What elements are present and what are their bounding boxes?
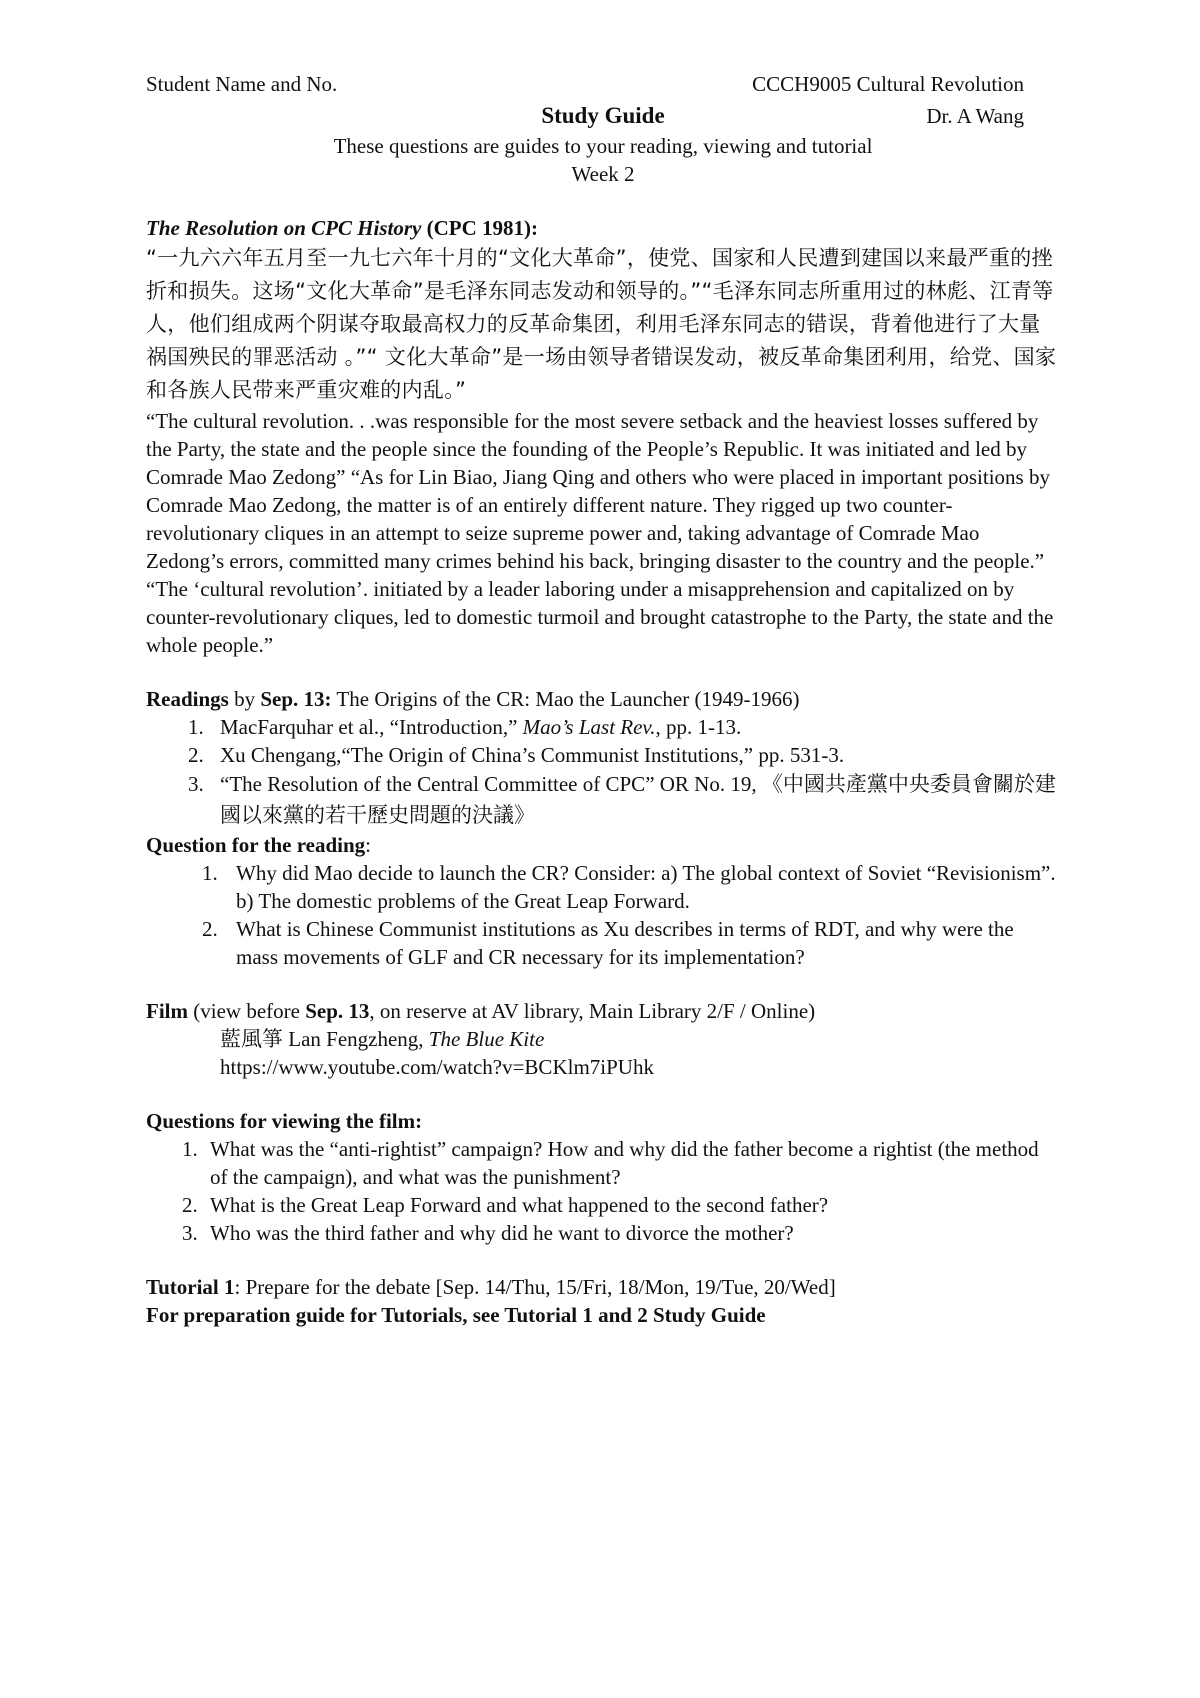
instructor-name: Dr. A Wang — [926, 104, 1024, 128]
reading-book-title: Mao’s Last Rev. — [522, 715, 656, 739]
course-code: CCCH9005 Cultural Revolution — [752, 72, 1024, 96]
film-questions-heading: Questions for viewing the film: — [146, 1109, 423, 1133]
subtitle: These questions are guides to your reading, viewing and tutorial — [333, 134, 873, 158]
colon: : — [365, 833, 371, 857]
reading-questions-list — [146, 859, 1060, 971]
week-label: Week 2 — [571, 162, 635, 186]
item-number: 2. — [182, 1193, 198, 1217]
item-number: 1. — [202, 861, 218, 885]
readings-date: Sep. 13: — [260, 687, 332, 711]
resolution-title: The Resolution on CPC History — [146, 216, 422, 240]
list-item — [146, 1135, 1060, 1191]
tutorial-line — [146, 1273, 1060, 1301]
page-title: Study Guide — [541, 103, 665, 128]
item-number: 3. — [188, 772, 204, 796]
student-name-label: Student Name and No. — [146, 72, 338, 96]
reading-chinese-title: 《中國共產黨中央委員會關於建國以來黨的若干歷史問題的決議》 — [220, 772, 1056, 827]
item-number: 2. — [188, 743, 204, 767]
question-text: What is the Great Leap Forward and what happened to the second father? — [210, 1193, 829, 1217]
film-label: Film — [146, 999, 188, 1023]
film-english-title: The Blue Kite — [428, 1027, 545, 1051]
item-number: 1. — [188, 715, 204, 739]
list-item — [146, 915, 1060, 971]
tutorial-text: : Prepare for the debate [Sep. 14/Thu, 15/Fri, 18/Mon, 19/Tue, 20/Wed] — [234, 1275, 836, 1299]
resolution-year: (CPC 1981): — [421, 216, 539, 240]
film-note-post: , on reserve at AV library, Main Library 2/F / Online) — [369, 999, 816, 1023]
film-date: Sep. 13 — [305, 999, 370, 1023]
readings-by: by — [228, 687, 261, 711]
film-chinese-title: 藍風箏 — [220, 1027, 283, 1051]
readings-label: Readings — [146, 687, 229, 711]
list-item — [146, 741, 1060, 769]
question-text: Who was the third father and why did he want to divorce the mother? — [210, 1221, 794, 1245]
item-number: 2. — [202, 917, 218, 941]
item-number: 1. — [182, 1137, 198, 1161]
list-item — [146, 713, 1060, 741]
readings-list — [146, 713, 1060, 831]
list-item — [146, 1219, 1060, 1247]
tutorial-label: Tutorial 1 — [146, 1275, 235, 1299]
resolution-heading — [146, 214, 1060, 242]
list-item — [146, 769, 1060, 831]
study-guide — [146, 70, 1060, 1329]
list-item — [146, 859, 1060, 915]
list-item — [146, 1191, 1060, 1219]
film-romanized-title: Lan Fengzheng, — [283, 1027, 429, 1051]
reading-text: MacFarquhar et al., “Introduction,” — [220, 715, 523, 739]
film-title-line — [146, 1025, 1060, 1053]
reading-questions-heading — [146, 831, 1060, 859]
film-url[interactable]: https://www.youtube.com/watch?v=BCKlm7iPUhk — [220, 1055, 654, 1079]
reading-text: Xu Chengang,“The Origin of China’s Communist Institutions,” pp. 531-3. — [220, 743, 845, 767]
header-row — [146, 70, 1060, 100]
reading-pages: , pp. 1-13. — [655, 715, 742, 739]
readings-topic: The Origins of the CR: Mao the Launcher (1949-1966) — [331, 687, 800, 711]
reading-text: “The Resolution of the Central Committee of CPC” OR No. 19, — [220, 772, 762, 796]
question-text: What is Chinese Communist institutions as Xu describes in terms of RDT, and why were the mass movements of GLF and CR necessary for its implementation? — [236, 917, 1014, 969]
question-text: What was the “anti-rightist” campaign? How and why did the father become a rightist (the method of the campaign), and what was the punishment? — [210, 1137, 1039, 1189]
readings-heading — [146, 685, 1060, 713]
film-questions-list — [146, 1135, 1060, 1247]
film-heading — [146, 997, 1060, 1025]
title-row — [146, 100, 1060, 132]
resolution-chinese-quote: “一九六六年五月至一九七六年十月的“文化大革命”，使党、国家和人民遭到建国以来最严重的挫折和损失。这场“文化大革命”是毛泽东同志发动和领导的。”“毛泽东同志所重用过的林彪、江青等人，他们组成两个阴谋夺取最高权力的反革命集团，利用毛泽东同志的错误，背着他进行了大量祸国殃民的罪恶活动 。”“ 文化大革命”是一场由领导者错误发动，被反革命集团利用，给党、国家和各族人民带来严重灾难的内乱。” — [146, 246, 1057, 402]
film-note-pre: (view before — [188, 999, 306, 1023]
item-number: 3. — [182, 1221, 198, 1245]
question-text: Why did Mao decide to launch the CR? Consider: a) The global context of Soviet “Revisionism”. b) The domestic problems of the Great Leap Forward. — [236, 861, 1056, 913]
resolution-english-quote: “The cultural revolution. . .was responsible for the most severe setback and the heaviest losses suffered by the Party, the state and the people since the founding of the People’s Republic. It was initiated and led by Comrade Mao Zedong” “As for Lin Biao, Jiang Qing and others who were placed in important positions by Comrade Mao Zedong, the matter is of an entirely different nature. They rigged up two counter-revolutionary cliques in an attempt to seize supreme power and, taking advantage of Comrade Mao Zedong’s errors, committed many crimes behind his back, bringing disaster to the country and the people.” “The ‘cultural revolution’. initiated by a leader laboring under a misapprehension and capitalized on by counter-revolutionary cliques, led to domestic turmoil and brought catastrophe to the Party, the state and the whole people.” — [146, 409, 1054, 657]
reading-questions-label: Question for the reading — [146, 833, 366, 857]
tutorial-note: For preparation guide for Tutorials, see Tutorial 1 and 2 Study Guide — [146, 1303, 766, 1327]
